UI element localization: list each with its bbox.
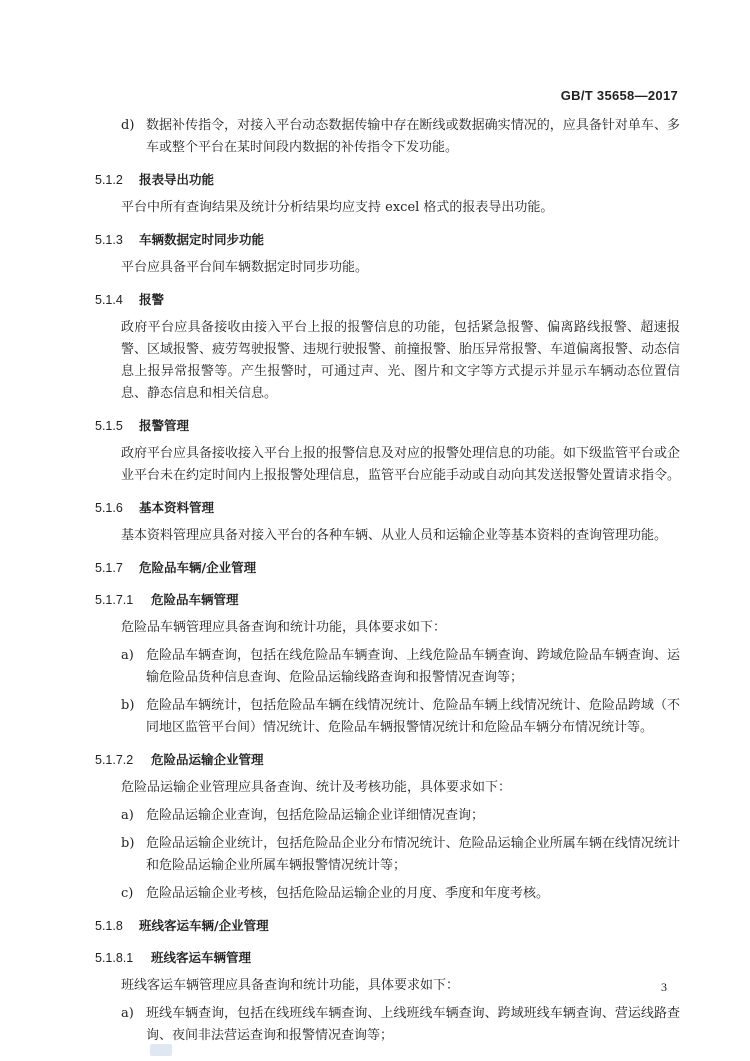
list-item-text: 危险品车辆统计，包括危险品车辆在线情况统计、危险品车辆上线情况统计、危险品跨域（不同地区监管平台间）情况统计、危险品车辆报警情况统计和危险品车辆分布情况统计等。 [146, 698, 680, 735]
list-item [0, 115, 750, 159]
spacer [0, 405, 750, 415]
section-number: 5.1.8.1 [95, 951, 134, 965]
list-item [0, 695, 750, 739]
section-heading [0, 947, 750, 969]
section-title: 报警管理 [139, 418, 190, 433]
spacer [0, 905, 750, 915]
section-number: 5.1.7.2 [95, 753, 134, 767]
paragraph: 班线客运车辆管理应具备查询和统计功能，具体要求如下： [121, 978, 460, 993]
spacer [0, 547, 750, 557]
paragraph: 政府平台应具备接收由接入平台上报的报警信息的功能，包括紧急报警、偏离路线报警、超速报警、区域报警、疲劳驾驶报警、违规行驶报警、前撞报警、胎压异常报警、车道偏离报警、动态信息上报异常报警等。产生报警时，可通过声、光、图片和文字等方式提示并显示车辆动态位置信息、静态信息和相关信息。 [121, 320, 681, 401]
document-body [0, 115, 750, 1047]
spacer [0, 279, 750, 289]
spacer [0, 937, 750, 947]
section-title: 班线客运车辆/企业管理 [139, 918, 269, 933]
section-heading [0, 169, 750, 191]
section-number: 5.1.2 [95, 173, 123, 187]
list-item-text: 危险品车辆查询，包括在线危险品车辆查询、上线危险品车辆查询、跨域危险品车辆查询、运输危险品货种信息查询、危险品运输线路查询和报警情况查询等； [146, 648, 680, 685]
list-item-label: b) [121, 698, 135, 713]
list-item-label: a) [121, 1006, 134, 1021]
list-item [0, 1003, 750, 1047]
section-heading [0, 749, 750, 771]
list-item [0, 883, 750, 905]
list-item-text: 数据补传指令，对接入平台动态数据传输中存在断线或数据确实情况的，应具备针对单车、多车或整个平台在某时间段内数据的补传指令下发功能。 [146, 118, 680, 155]
section-number: 5.1.5 [95, 419, 123, 433]
paragraph: 危险品车辆管理应具备查询和统计功能，具体要求如下： [121, 620, 447, 635]
spacer [0, 739, 750, 749]
list-item [0, 805, 750, 827]
section-title: 危险品车辆/企业管理 [139, 560, 257, 575]
spacer [0, 487, 750, 497]
paragraph: 危险品运输企业管理应具备查询、统计及考核功能，具体要求如下： [121, 780, 512, 795]
section-heading [0, 415, 750, 437]
spacer [0, 219, 750, 229]
list-item-text: 危险品运输企业查询，包括危险品运输企业详细情况查询； [146, 808, 485, 823]
section-number: 5.1.7 [95, 561, 123, 575]
list-item-text: 危险品运输企业考核，包括危险品运输企业的月度、季度和年度考核。 [146, 886, 550, 901]
section-heading [0, 557, 750, 579]
list-item-label: b) [121, 836, 135, 851]
section-heading [0, 289, 750, 311]
section-heading [0, 229, 750, 251]
section-title: 危险品运输企业管理 [151, 752, 264, 767]
section-title: 基本资料管理 [139, 500, 215, 515]
spacer [0, 159, 750, 169]
section-title: 报表导出功能 [139, 172, 215, 187]
section-title: 车辆数据定时同步功能 [139, 232, 265, 247]
list-item-text: 危险品运输企业统计，包括危险品企业分布情况统计、危险品运输企业所属车辆在线情况统计和危险品运输企业所属车辆报警情况统计等； [146, 836, 680, 873]
section-number: 5.1.6 [95, 501, 123, 515]
section-number: 5.1.8 [95, 919, 123, 933]
paragraph: 政府平台应具备接收接入平台上报的报警信息及对应的报警处理信息的功能。如下级监管平台或企业平台未在约定时间内上报报警处理信息，监管平台应能手动或自动向其发送报警处置请求指令。 [121, 446, 681, 483]
section-number: 5.1.4 [95, 293, 123, 307]
list-item-label: c) [121, 886, 134, 901]
watermark-logo [150, 1044, 172, 1056]
section-number: 5.1.7.1 [95, 593, 134, 607]
paragraph: 平台应具备平台间车辆数据定时同步功能。 [121, 260, 369, 275]
page-number: 3 [661, 980, 667, 994]
section-heading [0, 497, 750, 519]
section-heading [0, 915, 750, 937]
list-item [0, 833, 750, 877]
paragraph: 基本资料管理应具备对接入平台的各种车辆、从业人员和运输企业等基本资料的查询管理功能。 [121, 528, 668, 543]
list-item-label: a) [121, 648, 134, 663]
paragraph: 平台中所有查询结果及统计分析结果均应支持 excel 格式的报表导出功能。 [121, 200, 554, 215]
section-heading [0, 589, 750, 611]
list-item-text: 班线车辆查询，包括在线班线车辆查询、上线班线车辆查询、跨域班线车辆查询、营运线路查询、夜间非法营运查询和报警情况查询等； [146, 1006, 680, 1043]
spacer [0, 579, 750, 589]
section-title: 报警 [139, 292, 165, 307]
list-item-label: a) [121, 808, 134, 823]
section-title: 班线客运车辆管理 [151, 950, 252, 965]
section-title: 危险品车辆管理 [151, 592, 239, 607]
section-number: 5.1.3 [95, 233, 123, 247]
list-item-label: d) [121, 118, 135, 133]
standard-code: GB/T 35658—2017 [560, 88, 678, 103]
list-item [0, 645, 750, 689]
